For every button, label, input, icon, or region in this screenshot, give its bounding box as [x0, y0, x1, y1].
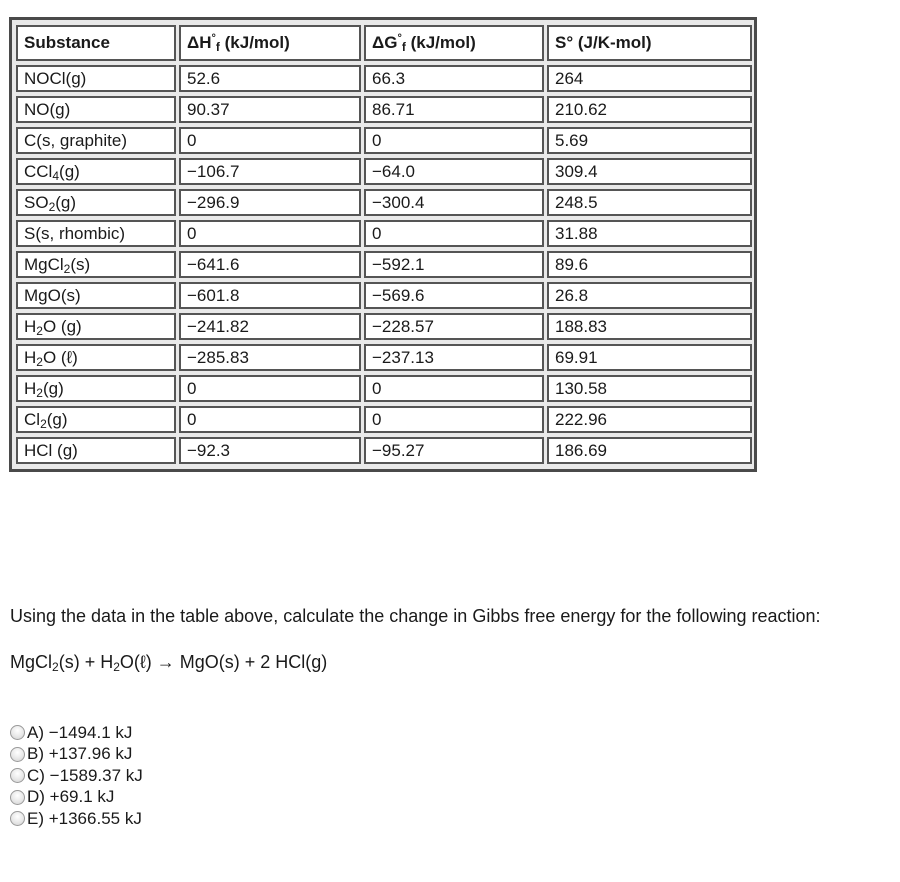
cell-entropy: 69.91 [547, 344, 752, 371]
cell-entropy: 222.96 [547, 406, 752, 433]
cell-delta-g: 0 [364, 375, 544, 402]
cell-substance: CCl$_4$(g) [16, 158, 176, 185]
answer-label: B) +137.96 kJ [27, 744, 133, 764]
cell-delta-g: 0 [364, 406, 544, 433]
cell-delta-g: −64.0 [364, 158, 544, 185]
cell-delta-g: −237.13 [364, 344, 544, 371]
answer-choice[interactable] [10, 787, 143, 809]
cell-substance: $H_2O$ (g) [16, 313, 176, 340]
cell-delta-g: 0 [364, 220, 544, 247]
cell-delta-g: −592.1 [364, 251, 544, 278]
cell-substance: MgCl$_2$(s) [16, 251, 176, 278]
table-row [16, 251, 752, 278]
cell-substance: $H_2(g)$ [16, 375, 176, 402]
cell-delta-h: 90.37 [179, 96, 361, 123]
header-entropy: S° (J/K-mol) [547, 25, 752, 61]
cell-substance: NOCl(g) [16, 65, 176, 92]
question-text: Using the data in the table above, calculate the change in Gibbs free energy for the following reaction: [10, 606, 821, 626]
answer-choice[interactable] [10, 722, 143, 744]
radio-button[interactable] [10, 747, 25, 762]
cell-delta-h: −92.3 [179, 437, 361, 464]
cell-delta-g: −300.4 [364, 189, 544, 216]
thermo-table [13, 21, 755, 468]
answer-choices [10, 722, 143, 830]
table-row [16, 158, 752, 185]
cell-entropy: 5.69 [547, 127, 752, 154]
cell-delta-h: −285.83 [179, 344, 361, 371]
cell-substance: $SO_2(g)$ [16, 189, 176, 216]
cell-entropy: 130.58 [547, 375, 752, 402]
header-substance: Substance [16, 25, 176, 61]
cell-entropy: 186.69 [547, 437, 752, 464]
cell-delta-h: 0 [179, 375, 361, 402]
table-row [16, 344, 752, 371]
cell-entropy: 26.8 [547, 282, 752, 309]
table-row [16, 127, 752, 154]
cell-delta-h: 0 [179, 127, 361, 154]
answer-label: E) +1366.55 kJ [27, 808, 142, 828]
answer-label: A) −1494.1 kJ [27, 722, 133, 742]
cell-delta-h: 0 [179, 220, 361, 247]
table-row [16, 437, 752, 464]
header-delta-g: ΔG°f (kJ/mol) [364, 25, 544, 61]
answer-choice[interactable] [10, 765, 143, 787]
cell-entropy: 210.62 [547, 96, 752, 123]
table-header-row [16, 25, 752, 61]
cell-delta-h: 0 [179, 406, 361, 433]
cell-delta-h: 52.6 [179, 65, 361, 92]
cell-delta-h: −106.7 [179, 158, 361, 185]
cell-substance: S(s, rhombic) [16, 220, 176, 247]
table-row [16, 406, 752, 433]
radio-button[interactable] [10, 790, 25, 805]
radio-button[interactable] [10, 725, 25, 740]
cell-substance: HCl (g) [16, 437, 176, 464]
cell-substance: NO(g) [16, 96, 176, 123]
cell-substance: $Cl_2(g)$ [16, 406, 176, 433]
cell-substance: MgO(s) [16, 282, 176, 309]
cell-delta-h: −241.82 [179, 313, 361, 340]
cell-delta-g: −228.57 [364, 313, 544, 340]
cell-delta-g: −569.6 [364, 282, 544, 309]
cell-delta-h: −601.8 [179, 282, 361, 309]
cell-delta-g: 86.71 [364, 96, 544, 123]
cell-entropy: 248.5 [547, 189, 752, 216]
answer-label: D) +69.1 kJ [27, 787, 115, 807]
cell-delta-h: −641.6 [179, 251, 361, 278]
cell-delta-h: −296.9 [179, 189, 361, 216]
cell-delta-g: 66.3 [364, 65, 544, 92]
cell-entropy: 89.6 [547, 251, 752, 278]
table-row [16, 189, 752, 216]
table-row [16, 96, 752, 123]
answer-choice[interactable] [10, 808, 143, 830]
cell-delta-g: 0 [364, 127, 544, 154]
answer-choice[interactable] [10, 744, 143, 766]
radio-button[interactable] [10, 768, 25, 783]
cell-entropy: 188.83 [547, 313, 752, 340]
cell-entropy: 264 [547, 65, 752, 92]
header-delta-h: ΔH°f (kJ/mol) [179, 25, 361, 61]
table-row [16, 65, 752, 92]
reaction-equation: MgCl$_2$(s) + $H_2O(\ell) \to MgO(s) + 2$ HCl(g) [10, 652, 328, 674]
cell-entropy: 309.4 [547, 158, 752, 185]
thermo-data-table [9, 17, 757, 472]
cell-entropy: 31.88 [547, 220, 752, 247]
table-row [16, 220, 752, 247]
cell-substance: $H_2O$ (ℓ) [16, 344, 176, 371]
table-row [16, 375, 752, 402]
table-row [16, 282, 752, 309]
answer-label: C) −1589.37 kJ [27, 765, 143, 785]
cell-substance: C(s, graphite) [16, 127, 176, 154]
cell-delta-g: −95.27 [364, 437, 544, 464]
table-row [16, 313, 752, 340]
radio-button[interactable] [10, 811, 25, 826]
